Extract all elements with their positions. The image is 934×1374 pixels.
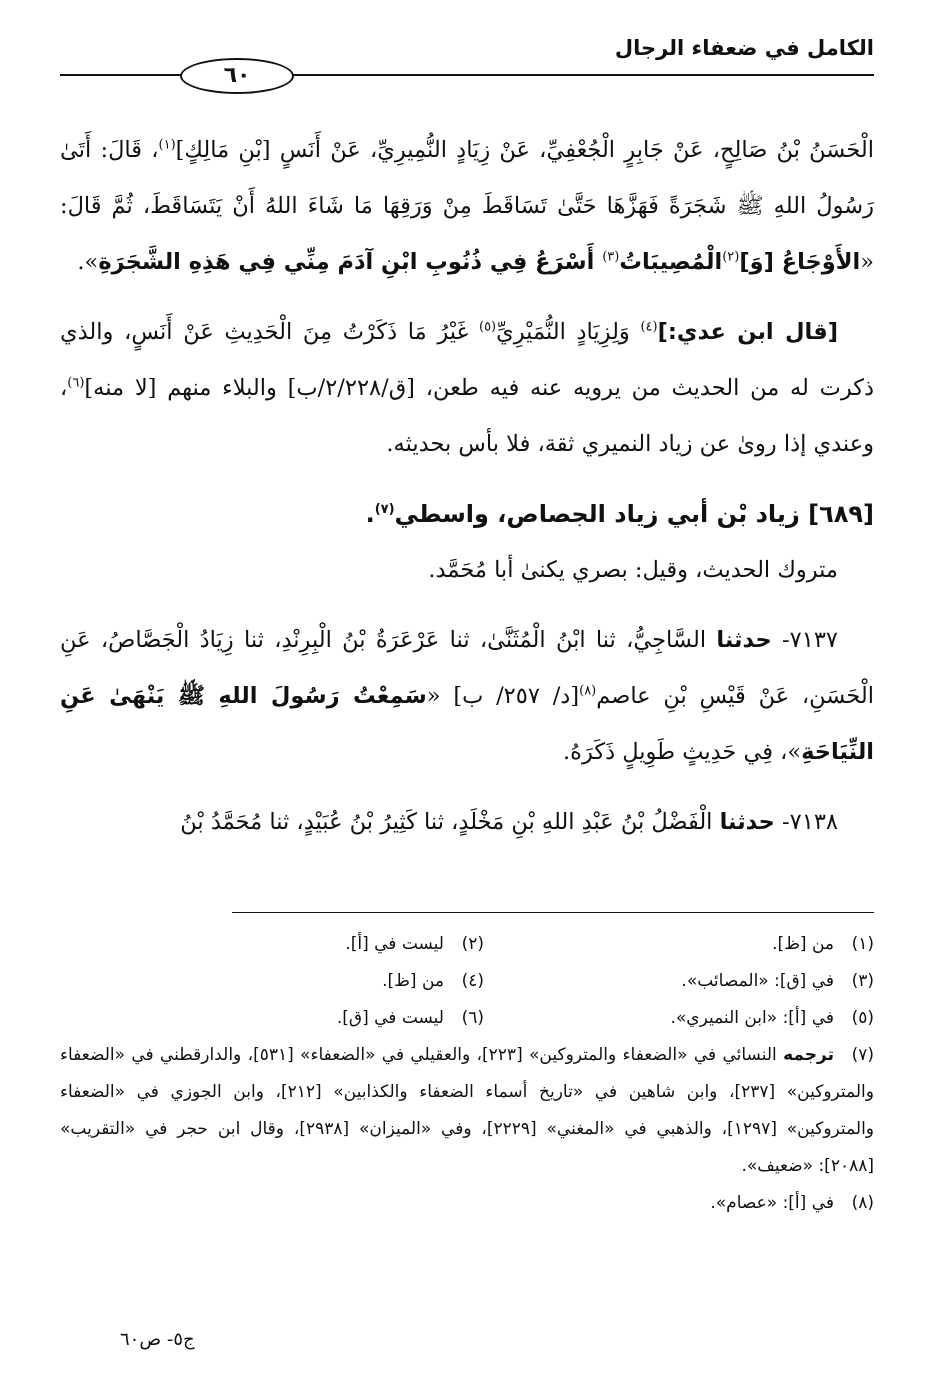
bold-hadith-text: أَسْرَعُ فِي ذُنُوبِ ابْنِ آدَمَ مِنِّي فِي هَذِهِ الشَّجَرَةِ bbox=[98, 249, 603, 275]
footnote-ref: (٧) bbox=[374, 502, 395, 517]
footnote-text: في [ق]: «المصائب». bbox=[681, 971, 834, 991]
footnote-ref: (٥) bbox=[478, 319, 497, 335]
footnote-text: من [ظ]. bbox=[772, 934, 834, 954]
footnote-text: في [أ]: «عصام». bbox=[710, 1193, 834, 1213]
footnote-4 bbox=[94, 963, 484, 1000]
footnote-ref: (٦) bbox=[67, 375, 85, 391]
page-number: ٦٠ bbox=[180, 58, 294, 94]
text-span: السَّاجِيُّ، ثنا ابْنُ الْمُثَنَّىٰ، ثنا عَرْعَرَةُ بْنُ الْبِرِنْدِ، ثنا زِيَادُ الْجَصَّاصُ، عَنِ الْحَسَنِ، عَنْ قَيْسِ بْنِ عاصم bbox=[60, 627, 874, 709]
bold-hadith-text: سَمِعْتُ رَسُولَ اللهِ ﷺ يَنْهَىٰ عَنِ النِّيَاحَةِ bbox=[60, 683, 874, 765]
footnote-number: (٧) bbox=[851, 1045, 874, 1065]
footnote-7 bbox=[60, 1037, 874, 1185]
text-span: [د/ ٢٥٧/ ب] « bbox=[426, 683, 580, 709]
text-span: . bbox=[365, 500, 375, 528]
footnotes bbox=[60, 926, 874, 1222]
footnote-5 bbox=[484, 1000, 874, 1037]
paragraph-ibn-adi bbox=[60, 304, 874, 472]
footnote-row bbox=[60, 1000, 874, 1037]
footnote-row bbox=[60, 963, 874, 1000]
footnote-ref: (٢) bbox=[722, 249, 740, 265]
paragraph-description: متروك الحديث، وقيل: بصري يكنىٰ أبا مُحَمَّد. bbox=[428, 557, 838, 583]
running-title: الكامل في ضعفاء الرجال bbox=[614, 36, 874, 60]
text-span: »، فِي حَدِيثٍ طَوِيلٍ ذَكَرَهُ. bbox=[563, 739, 802, 765]
text-span: وَلِزِيَادٍ النُّمَيْرِيِّ bbox=[496, 319, 641, 345]
ibn-adi-label: [قال ابن عدي:] bbox=[657, 319, 838, 345]
footnote-lead: ترجمه bbox=[783, 1045, 834, 1065]
haddathana-label: حدثنا bbox=[716, 627, 772, 653]
footnote-text: في [أ]: «ابن النميري». bbox=[670, 1008, 834, 1028]
footnote-number: (٢) bbox=[461, 934, 484, 954]
haddathana-label: حدثنا bbox=[719, 809, 775, 835]
bold-hadith-text: الأَوْجَاعُ [وَ] bbox=[739, 249, 861, 275]
footnote-ref: (٤) bbox=[640, 319, 658, 335]
footnote-number: (٤) bbox=[461, 971, 484, 991]
text-span: ، قَالَ: أَتَىٰ رَسُولُ اللهِ ﷺ شَجَرَةً فَهَزَّهَا حَتَّىٰ تَسَاقَطَ مِنْ وَرَقِهَا مَا شَاءَ اللهُ أَنْ يَتَسَاقَطَ، ثُمَّ قَالَ: « bbox=[60, 137, 874, 275]
footnote-2 bbox=[94, 926, 484, 963]
footnote-number: (٣) bbox=[851, 971, 874, 991]
text-span: ». bbox=[77, 249, 99, 275]
footnote-number: (٨) bbox=[851, 1193, 874, 1213]
text-span: الْفَضْلُ بْنُ عَبْدِ اللهِ بْنِ مَخْلَدٍ، ثنا كَثِيرُ بْنُ عُبَيْدٍ، ثنا مُحَمَّدُ بْنُ bbox=[180, 809, 720, 835]
footnote-8 bbox=[60, 1185, 874, 1222]
footnote-ref: (٨) bbox=[579, 683, 597, 699]
footnote-6 bbox=[94, 1000, 484, 1037]
text-span: الْحَسَنُ بْنُ صَالِحٍ، عَنْ جَابِرٍ الْجُعْفِيِّ، عَنْ زِيَادٍ النُّمِيرِيِّ، عَنْ أَنَسٍ [بْنِ مَالِكٍ] bbox=[175, 137, 874, 163]
footnote-ref: (٣) bbox=[602, 249, 620, 265]
paragraph-hadith-7138 bbox=[60, 794, 874, 850]
footnote-text: ليست في [أ]. bbox=[345, 934, 444, 954]
footnote-1 bbox=[484, 926, 874, 963]
footnote-number: (١) bbox=[851, 934, 874, 954]
hadith-number: ٧١٣٧- bbox=[771, 627, 838, 653]
footnote-number: (٥) bbox=[851, 1008, 874, 1028]
footnote-text: ليست في [ق]. bbox=[336, 1008, 444, 1028]
footnote-rule bbox=[232, 912, 874, 913]
footnote-3 bbox=[484, 963, 874, 1000]
hadith-number: ٧١٣٨- bbox=[774, 809, 838, 835]
footnote-ref: (١) bbox=[158, 137, 176, 153]
main-text bbox=[60, 122, 874, 850]
footnote-row bbox=[60, 926, 874, 963]
entry-heading bbox=[60, 486, 874, 542]
volume-page-mark: ج٥- ص٦٠ bbox=[120, 1329, 195, 1350]
paragraph-hadith-7137 bbox=[60, 612, 874, 780]
text-span: غَيْرُ مَا ذَكَرْتُ مِنَ الْحَدِيثِ عَنْ أَنَسٍ، والذي ذكرت له من الحديث من يرويه عنه فيه طعن، [ق/٢/٢٢٨/ب] والبلاء منهم [لا منه] bbox=[60, 319, 874, 401]
bold-hadith-text: الْمُصِيبَاتُ bbox=[619, 249, 723, 275]
footnote-text: النسائي في «الضعفاء والمتروكين» [٢٢٣]، والعقيلي في «الضعفاء» [٥٣١]، والدارقطني في «الضعفاء والمتروكين» [٢٣٧]، وابن شاهين في «تاريخ أسماء الضعفاء والكذابين» [٢١٢]، وابن الجوزي في «الضعفاء والمتروكين» [١٢٩٧]، والذهبي في «المغني» [٢٢٢٩]، وفي «الميزان» [٢٩٣٨]، وقال ابن حجر في «التقريب» [٢٠٨٨]: «ضعيف». bbox=[60, 1045, 875, 1176]
footnote-text: من [ظ]. bbox=[382, 971, 444, 991]
heading-text: [٦٨٩] زياد بْن أبي زياد الجصاص، واسطي bbox=[394, 500, 874, 528]
paragraph-hadith-1 bbox=[60, 122, 874, 290]
text-span: ، وعندي إذا روىٰ عن زياد النميري ثقة، فلا بأس بحديثه. bbox=[60, 375, 874, 457]
footnote-number: (٦) bbox=[461, 1008, 484, 1028]
